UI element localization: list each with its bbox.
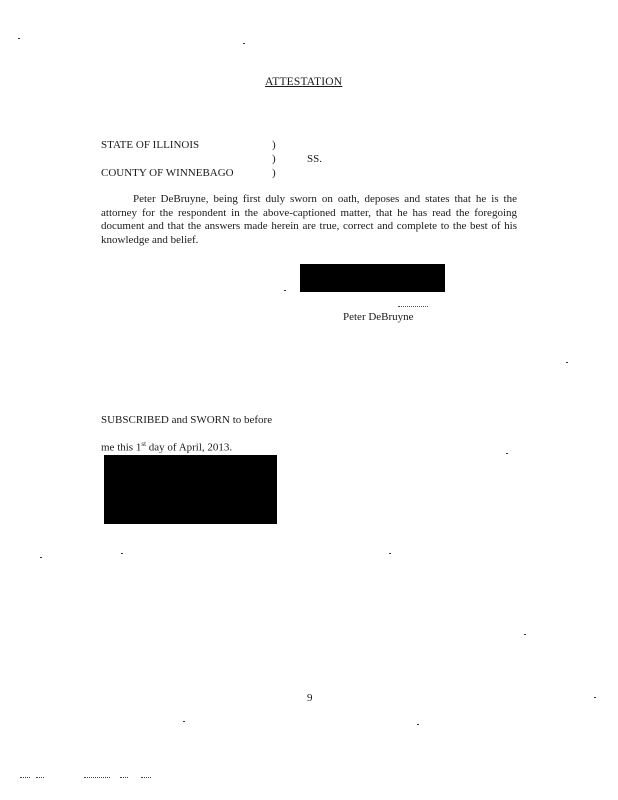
scan-speck — [183, 721, 185, 722]
sworn-date-line — [101, 438, 232, 455]
venue-paren: ) — [272, 167, 276, 179]
subscribed-sworn-text: SUBSCRIBED and SWORN to before — [101, 414, 273, 426]
scan-speck — [389, 553, 391, 554]
sworn-date-suffix: day of April, 2013. — [146, 441, 233, 454]
scan-mark — [36, 777, 44, 779]
attestation-body: Peter DeBruyne, being first duly sworn on oath, deposes and states that he is the attorney for the respondent in the above-captioned matter, that he has read the foregoing document and that the answers made herein are true, correct and complete to the best of his knowledge and belief. — [101, 193, 517, 246]
scan-speck — [121, 553, 123, 554]
venue-paren: ) — [272, 139, 276, 151]
scan-speck — [40, 557, 42, 558]
scan-speck — [524, 634, 526, 635]
signature-line — [398, 306, 428, 307]
scan-mark — [20, 777, 30, 779]
notary-redaction — [104, 455, 277, 524]
scan-speck — [566, 362, 568, 363]
scan-mark — [141, 777, 151, 779]
venue-ss: SS. — [307, 153, 322, 165]
scan-speck — [18, 38, 20, 39]
scan-speck — [284, 290, 286, 291]
venue-paren: ) — [272, 153, 276, 165]
sworn-date-prefix: me this 1 — [101, 441, 142, 454]
signature-redaction — [300, 264, 445, 292]
document-title: ATTESTATION — [265, 76, 343, 88]
scan-speck — [417, 724, 419, 725]
signer-name: Peter DeBruyne — [343, 311, 414, 323]
scan-speck — [506, 453, 508, 454]
sworn-date-ordinal: st — [141, 440, 147, 448]
scan-mark — [120, 777, 128, 779]
scan-speck — [594, 697, 596, 698]
scan-mark — [84, 777, 110, 779]
venue-state: STATE OF ILLINOIS — [101, 139, 200, 151]
venue-county: COUNTY OF WINNEBAGO — [101, 167, 234, 179]
scan-speck — [243, 43, 245, 44]
page-number: 9 — [307, 692, 313, 704]
